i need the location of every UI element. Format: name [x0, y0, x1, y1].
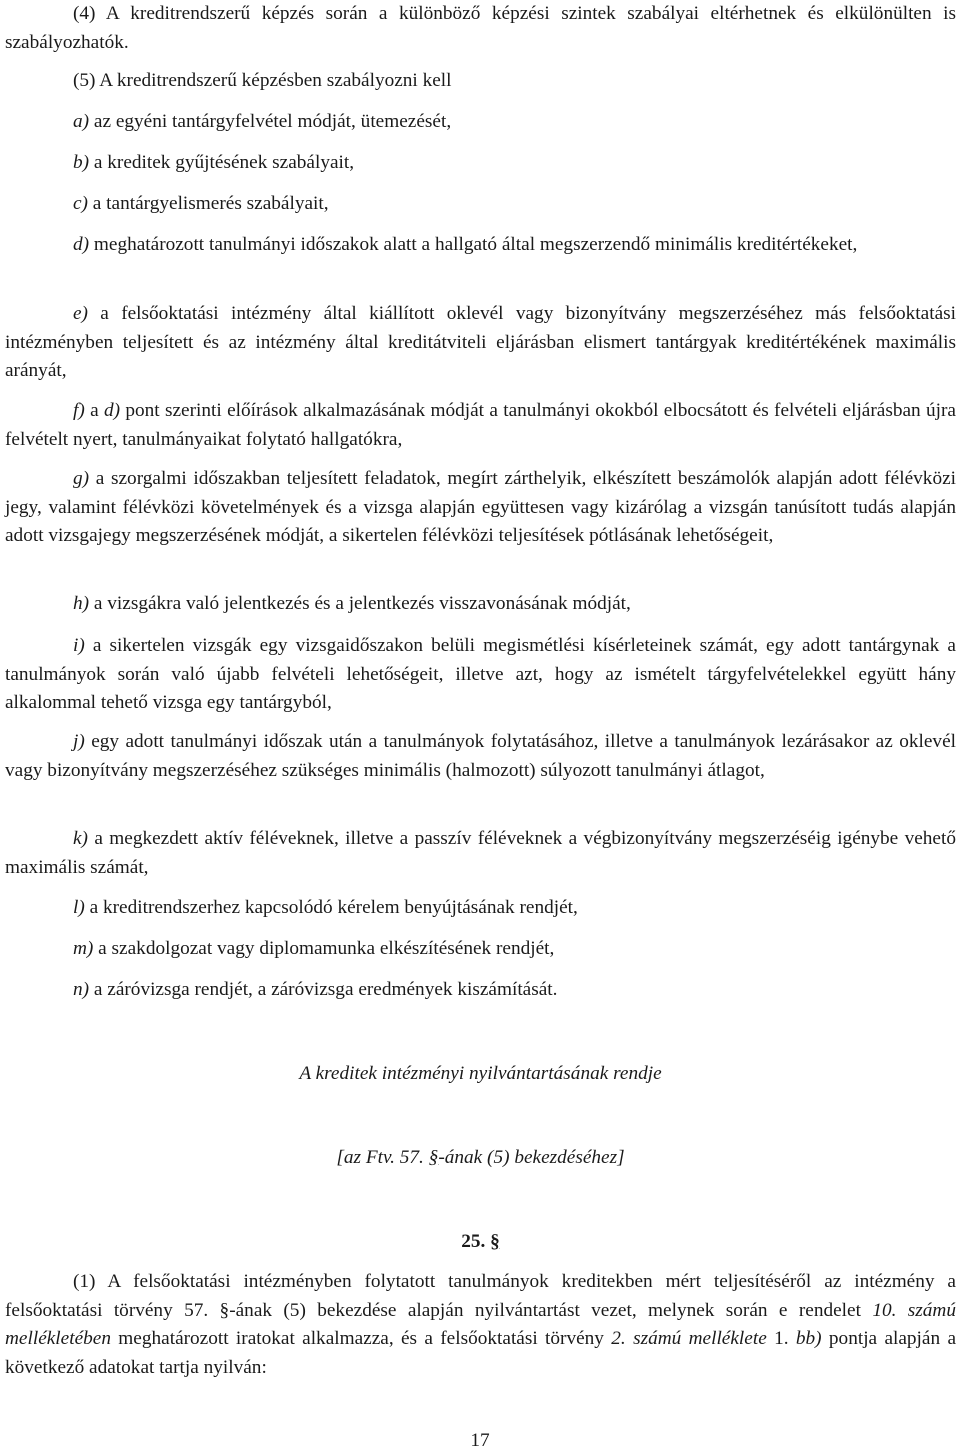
item-marker: f): [73, 400, 85, 421]
list-item-h: [5, 590, 956, 619]
list-item-b: [5, 149, 956, 178]
item-text: a szorgalmi időszakban teljesített feladatok, megírt zárthelyik, elkészített beszámolók alapján adott félévközi jegy, valamint félévközi követelmények és a vizsga alapján együttesen vagy kizárólag a vizsgán tanúsított tudás alapján adott vizsgajegy megszerzésének módját, a sikertelen félévközi teljesítések pótlásának lehetőségeit,: [5, 468, 956, 546]
item-text: pont szerinti előírások alkalmazásának módját a tanulmányi okokból elbocsátott és felvételi eljárásban újra felvételt nyert, tanulmányaikat folytató hallgatókra,: [5, 400, 956, 450]
list-item-k: [5, 825, 956, 882]
list-item-j: [5, 728, 956, 785]
item-text: a kreditrendszerhez kapcsolódó kérelem benyújtásának rendjét,: [84, 897, 578, 918]
item-marker: h): [73, 593, 90, 614]
list-item-g: [5, 465, 956, 551]
page-number: 17: [470, 1430, 490, 1451]
section-heading-title: [5, 1060, 956, 1089]
item-text-pre: a: [84, 400, 104, 421]
paragraph-25-1: [5, 1268, 956, 1382]
paragraph-text: meghatározott iratokat alkalmazza, és a felsőoktatási törvény: [110, 1328, 612, 1349]
item-text: a vizsgákra való jelentkezés és a jelentkezés visszavonásának módját,: [89, 593, 631, 614]
item-text: meghatározott tanulmányi időszakok alatt a hallgató által megszerzendő minimális kreditértékeket,: [89, 234, 858, 255]
item-text: a sikertelen vizsgák egy vizsgaidőszakon belüli megismétlési kísérleteinek számát, egy adott tantárgynak a tanulmányok során való újabb felvételi lehetőségeit, illetve azt, hogy az ismételt tárgyfelvételekkel együtt hány alkalommal tehető vizsga egy tantárgyból,: [5, 635, 956, 713]
section-sign: §: [428, 1147, 439, 1168]
list-item-e: [5, 300, 956, 386]
paragraph-4-text: (4) A kreditrendszerű képzés során a különböző képzési szintek szabályai eltérhetnek és elkülönülten is szabályozhatók.: [5, 3, 956, 53]
item-text: a szakdolgozat vagy diplomamunka elkészítésének rendjét,: [93, 938, 555, 959]
item-marker: j): [73, 731, 85, 752]
paragraph-text: (1) A felsőoktatási intézményben folytatott tanulmányok kreditekben mért teljesítéséről az intézmény a felsőoktatási törvény 57. §-ának (5) bekezdése alapján nyilvántartást vezet, melynek során e rendelet: [5, 1271, 956, 1321]
item-text: a felsőoktatási intézmény által kiállított oklevél vagy bizonyítvány megszerzéséhez más felsőoktatási intézményben teljesített és az intézmény által kreditátviteli eljárásban elismert tantárgyak kreditértékének maximális arányát,: [5, 303, 956, 381]
item-marker: g): [73, 468, 90, 489]
annex-reference: 10. számú mellékletében: [5, 1299, 956, 1349]
item-marker: b): [73, 152, 90, 173]
list-item-i: [5, 632, 956, 718]
item-marker: n): [73, 979, 90, 1000]
list-item-f: [5, 397, 956, 454]
item-text: a megkezdett aktív féléveknek, illetve a passzív féléveknek a végbizonyítvány megszerzéséig igénybe vehető maximális számát,: [5, 828, 956, 878]
item-marker: i): [73, 635, 85, 656]
item-text: a tantárgyelismerés szabályait,: [87, 193, 329, 214]
reference-text-pre: [az Ftv. 57.: [336, 1147, 429, 1168]
item-marker: l): [73, 897, 85, 918]
list-item-l: [5, 894, 956, 923]
list-item-n: [5, 976, 956, 1005]
list-item-a: [5, 108, 956, 137]
item-text: az egyéni tantárgyfelvétel módját, ütemezését,: [89, 111, 452, 132]
paragraph-text: pontja alapján a következő adatokat tartja nyilván:: [5, 1328, 956, 1378]
item-marker: d): [73, 234, 90, 255]
section-number: [5, 1228, 956, 1257]
item-text: a kreditek gyűjtésének szabályait,: [89, 152, 355, 173]
item-text: egy adott tanulmányi időszak után a tanulmányok folytatásához, illetve a tanulmányok lezárásakor az oklevél vagy bizonyítvány megszerzéséhez szükséges minimális (halmozott) súlyozott tanulmányi átlagot,: [5, 731, 956, 781]
item-marker: k): [73, 828, 88, 849]
item-reference-marker: d): [104, 400, 121, 421]
item-marker: a): [73, 111, 90, 132]
reference-text-post: -ának (5) bekezdéséhez]: [438, 1147, 625, 1168]
paragraph-5-intro-text: (5) A kreditrendszerű képzésben szabályozni kell: [73, 70, 452, 91]
section-heading-title-text: A kreditek intézményi nyilvántartásának rendje: [299, 1063, 662, 1084]
list-item-m: [5, 935, 956, 964]
section-sign: §: [490, 1231, 500, 1252]
item-text: a záróvizsga rendjét, a záróvizsga eredmények kiszámítását.: [89, 979, 558, 1000]
list-item-d: [5, 231, 956, 260]
section-heading-reference: [5, 1144, 956, 1173]
list-item-c: [5, 190, 956, 219]
section-number-text: 25.: [461, 1231, 491, 1252]
paragraph-4: [5, 0, 956, 57]
paragraph-text: 1.: [766, 1328, 796, 1349]
item-marker: m): [73, 938, 94, 959]
item-marker: e): [73, 303, 88, 324]
paragraph-5-intro: [5, 67, 956, 96]
point-reference: bb): [795, 1328, 822, 1349]
item-marker: c): [73, 193, 88, 214]
annex-reference: 2. számú melléklete: [611, 1328, 767, 1349]
